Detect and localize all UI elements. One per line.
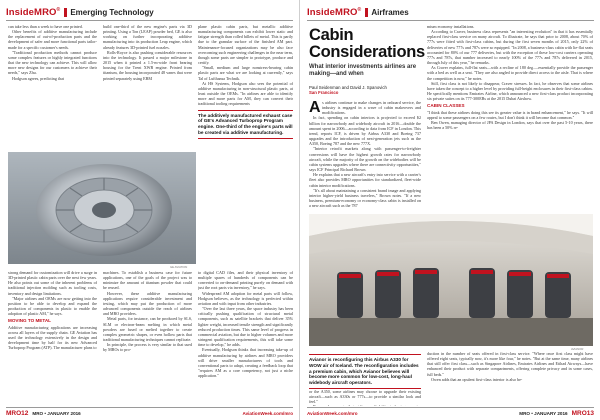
footer-rule — [6, 407, 293, 408]
right-masthead — [307, 5, 594, 19]
paragraph: Additive manufacturing applications are increasing across all layers of the supply chain. GE Aviation has used the technology extensively in the design and development time by half for its new Advanced Turboprop Program (ATP). The manufacturer plans to — [8, 324, 97, 351]
paragraph: "I think that these airlines doing this see its greater value is in brand enhancement," he says. "It will appeal to some passengers on a few routes, but I don't think it will become that common." — [427, 109, 593, 120]
brand-logo: InsideMRO® — [6, 6, 61, 18]
masthead-rule — [307, 20, 594, 21]
paragraph: Hodgson agrees, predicting that — [12, 75, 65, 81]
left-col2-lower — [103, 270, 192, 404]
author-names: Paul Seidenman and David J. Spanovich — [309, 85, 387, 90]
paragraph: In fact, spending on cabin interiors is projected to exceed $2 billion for narrowbody and widebody aircraft in 2016—double the amount spent in 2006—according to data from ICF in London. This trend, reports ICF, is driven by Airbus A330 and Boeing 737 upgrades and the introduction of next-generation jets such as the A350, Boeing 787 and the new 777X. — [309, 115, 421, 147]
right-col2-lower — [427, 351, 593, 406]
section-title: Emerging Technology — [70, 7, 154, 17]
paragraph: He explains that a new aircraft's entry into service with a carrier's fleet also provides MRO opportunities for standardized, fleet-wide cabin interior modifications. — [309, 172, 421, 188]
paragraph: As Craver explains, full-flat seats—with a recline of 180 deg.—essentially provide the passenger with a bed as well as a seat. "They are also angled to provide direct access to the aisle. That is where the competition is now," he notes. — [427, 65, 593, 81]
engine-photo — [8, 152, 196, 264]
paragraph: "Small, medium and large nonstress-bearing cabin plastic parts are what we are looking at currently," says Tal of Lufthansa Technik. — [198, 65, 293, 81]
masthead-rule — [6, 20, 293, 21]
paragraph: According to Craver, business class represents "an interesting evolution" in that it has essentially replaced first-class service on many aircraft. To illustrate, he says that prior to 2008, about 70% of 777s were fitted with first-class cabins, but during the first seven months of 2015, only 22% of deliveries of new 777s and 787s were so equipped. "In 2008, a business-class cabin with lie-flat seats accounted for 80% of our 777 deliveries, but with the exception of these low-cost carriers operating 777s and 787s, that number increased to nearly 100% of the 777s and 787s delivered in 2015, through July of this year," he remarks. — [427, 29, 593, 66]
paragraph: Rolls-Royce is also pushing considerable resources into the technology. It passed a major milestone in 2015 when it printed a 1.5-m-wide front bearing housing for the Trent XWB engine. Printed from titanium, the housing incorporated 48 vanes that were printed separately using EBM — [103, 49, 192, 81]
paragraph: mium economy installations. — [427, 24, 475, 29]
paragraph: "Interior retrofit markets along with passenger-to-freighter conversions will have the highest growth rates for narrowbody aircraft, while the majority of the growth on the widebodies will be cabin systems upgrades where there are connectivity opportunities," says ICF Principal Richard Brown. — [309, 146, 421, 173]
paragraph: "Traditional production methods cannot produce some complex features or highly integrated functions that the new technology can achieve. This will allow more new designs for our customers to achieve their needs," says Zhu. — [8, 49, 97, 76]
paragraph — [309, 404, 421, 406]
paragraph: build one-third of the new engine's parts via 3D printing. Using a Ton (LEAP) powder bed, GE is also working on further incorporating additive manufacturing into its production Leap engine, which already features 3D-printed fuel nozzles. — [103, 24, 192, 50]
pull-quote: Avianor is reconfiguring this Airbus A330 for WOW air of Iceland. The reconfiguration includes a premium cabin, which Avianor believes will become more common for low-cost, long-haul widebody aircraft operators. — [309, 354, 421, 389]
paragraph: However, these additive manufacturing applications require considerable investment and testing, which may put the production of more advanced components outside the reach of airlines and MRO providers. — [103, 290, 192, 317]
issue-label: MRO • JANUARY 2016 — [32, 410, 81, 416]
right-page — [300, 0, 600, 420]
issue-label: MRO • JANUARY 2016 — [519, 410, 568, 416]
article-byline — [309, 85, 421, 96]
sub-heading: MOVING TO METAL — [8, 318, 51, 324]
page-number: MRO13 — [571, 409, 594, 417]
paragraph: At HS Systems, Hodgson also sees the potential of additive manufacturing in non-structural plastic parts, at least outside the OEMs. "In airlines are able to identify more and more parts for AM, they can convert their traditional tooling requirements — [198, 80, 293, 107]
website-link[interactable]: AviationWeek.com/mro — [242, 410, 293, 416]
paragraph: machines. To establish a business case for future applications, one of the goals of the project was to minimize the amount of titanium powder that could be reused. — [103, 270, 192, 291]
paragraph: or the A350, some airlines may choose to upgrade their existing aircraft—such as A330s or 777s—to provide a similar look and feel." — [309, 388, 421, 405]
left-footer — [6, 409, 293, 417]
paragraph: can take less than a week to have one printed. — [8, 24, 83, 29]
paragraph: Still, first class is not likely to disappear, Craver stresses. In fact, he observes that some airlines have taken the concept to a higher level by providing full-height enclosures in their first-class cabins. He specifically mentions Emirates Airline, which announced a new first-class product incorporating six private suites on its 777-300ERs at the 2015 Dubai Airshow. — [427, 80, 593, 102]
left-col3-lower — [198, 270, 293, 404]
article-headline: Cabin Considerations — [309, 26, 425, 61]
section-title: Airframes — [371, 7, 409, 17]
right-col1-lower — [309, 351, 421, 406]
footer-rule — [307, 407, 594, 408]
cabin-image — [309, 214, 593, 346]
photo-credit: GE AVIATION — [170, 265, 188, 269]
right-col2-upper — [427, 24, 593, 210]
paragraph: Metal parts, for instance, can be produced by SLS, SLM or electron-beam melting in which metal powders are fused or melted together to create complex geometric shapes, or even hollow parts that traditional manufacturing techniques cannot replicate. — [103, 316, 192, 343]
paragraph: Widespread AM adoption for metal parts will follow, Hodgson believes, as the technology is perfected within aviation and with input from other industries. — [198, 290, 293, 306]
sub-heading: CABIN CLASSES — [427, 103, 465, 109]
brand-logo: InsideMRO® — [307, 6, 362, 18]
left-col3-upper — [198, 24, 293, 304]
article-dek: What interior investments airlines are making—and when — [309, 64, 417, 78]
engine-image — [8, 152, 196, 264]
left-col2-upper — [103, 24, 192, 150]
paragraph: Other benefits of additive manufacturing include the replacement of out-of-production parts and the development of safer and more functional parts tailor-made for a specific customer's needs. — [8, 29, 97, 50]
right-col1-upper — [309, 100, 421, 212]
paragraph: Eventually, Hodgson thinks that increasing take-up of additive manufacturing by airlines and MRO providers will drive smaller manufacturers of tools and conventional parts to adapt, creating a feedback loop that "requires AM as a core competency, not just a niche application." — [198, 347, 293, 379]
left-masthead — [6, 5, 293, 19]
paragraph: duction in the number of seats offered in first-class service. "Where once first class might have offered eight seats, typically now, it's more like four," he notes. "But at the same time, many airlines that still offer first class—such as Singapore Airlines, Emirates Airlines and Etihad Airways—have enhanced their product with separate compartments, offering complete privacy and in some cases, full beds." — [427, 351, 593, 377]
photo-credit: AVIANOR — [571, 347, 584, 351]
lead-paragraph: As airlines continue to make changes in onboard service, the industry is engaged in a wave of cabin makeovers and modifications. — [309, 100, 421, 116]
paragraph: strong demand for customization will drive a surge in 3D-printed plastic cabin parts over the next few years. He also points out some of the inherent problems of traditional injection molding such as tooling costs, inventory and design limitations. — [8, 270, 97, 296]
page-number: MRO12 — [6, 409, 29, 417]
section-bar — [64, 8, 67, 17]
pull-quote: The additively manufactured exhaust case of GE's Advanced Turboprop Program engine. One-third of the engine's parts will be created via additive manufacturing. — [198, 110, 293, 139]
website-link[interactable]: AviationWeek.com/mro — [307, 410, 358, 416]
paragraph: "Over the last three years, the space industry has been critically pushing qualification of structural metal components, such as satellite brackets that deliver 35% lighter weight, increased tensile strength and significantly reduced production times. This same level of progress in commercial aviation, but due to higher volumes and more stringent qualification requirements, this will take some time to develop," he adds. — [198, 306, 293, 348]
right-footer — [307, 409, 594, 417]
cabin-photo — [309, 214, 593, 346]
section-bar — [365, 8, 368, 17]
paragraph: Ben Owen, managing director of JPA Design in London, says that over the past 5-10 years, there has been a 50% re- — [427, 119, 593, 130]
paragraph: In principle, the process is very similar to that used by MROs to pro- — [103, 342, 192, 353]
paragraph: Owen adds that an opulent first-class interior is also be- — [431, 376, 523, 382]
paragraph: "Major airlines and OEMs are now getting into the position to be able to develop and expand the production of components in plastic to enable the adoption of plastic AM," he says. — [8, 295, 97, 317]
paragraph: to digital CAD files, and their physical inventory of multiple spares of hundreds of components can be converted to on-demand printing purely on demand with just the root parts via inventory," he says. — [198, 270, 293, 291]
left-col1-lower — [8, 270, 97, 404]
paragraph: "It's all about maintaining a consistent brand image and applying interior higher-yield business travelers," Brown notes. "If a new business, premium-economy or economy-class cabin is installed on a new aircraft such as the 787 — [309, 187, 421, 209]
dateline: San Francisco — [309, 90, 339, 96]
drop-cap: A — [309, 100, 321, 116]
left-col1-upper — [8, 24, 97, 150]
paragraph: plane plastic cabin parts, but metallic additive manufacturing components can exhibit lower static and fatigue strength than rolled billets of metal. This is partly due to the granular surface of the finished AM part. Maintenance-focused organizations may be also face overcoming such engineering challenges in the near term, though some parts are simpler to prototype, produce and certify. — [198, 24, 293, 66]
